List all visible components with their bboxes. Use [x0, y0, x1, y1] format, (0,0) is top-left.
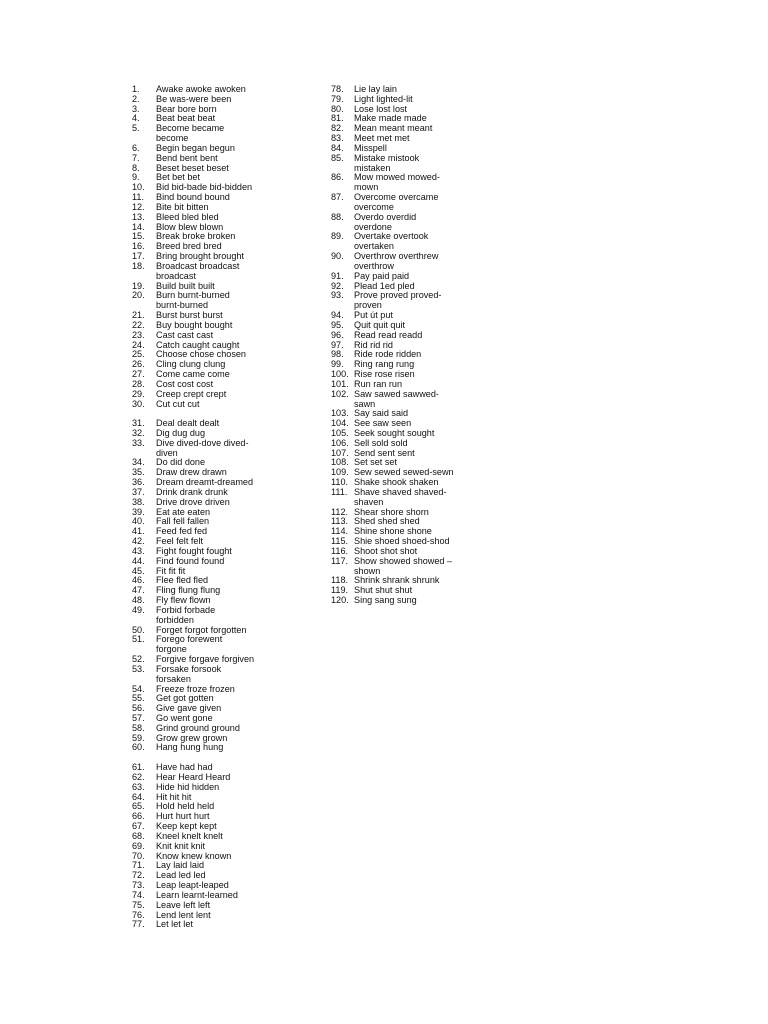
- verb-forms: Feel felt felt: [156, 536, 204, 547]
- item-number: 118.: [331, 575, 349, 586]
- verb-forms: Keep kept kept: [156, 821, 217, 832]
- item-number: 102.: [331, 388, 349, 399]
- verb-forms: Buy bought bought: [156, 319, 233, 330]
- item-number: 49.: [132, 604, 145, 615]
- item-number: 93.: [331, 290, 344, 301]
- verb-forms: Learn learnt-learned: [156, 889, 238, 900]
- item-number: 6.: [132, 142, 140, 153]
- item-number: 47.: [132, 585, 145, 596]
- verb-forms: Breed bred bred: [156, 241, 222, 252]
- item-number: 57.: [132, 713, 145, 723]
- item-number: 7.: [132, 152, 140, 163]
- verb-forms: Bid bid-bade bid-bidden: [156, 182, 253, 193]
- item-number: 79.: [331, 93, 344, 104]
- verb-forms: Hide hid hidden: [156, 781, 220, 792]
- verb-forms: Have had had: [156, 762, 213, 773]
- item-number: 51.: [132, 634, 145, 645]
- verb-forms: Bite bit bitten: [156, 201, 209, 212]
- item-number: 87.: [331, 192, 344, 203]
- item-number: 120.: [331, 595, 349, 606]
- verb-forms: Shave shaved shaved- shaven: [354, 486, 447, 507]
- item-number: 100.: [331, 369, 349, 380]
- verb-forms: Lay laid laid: [156, 860, 205, 871]
- item-number: 116.: [331, 545, 349, 556]
- list-item: [331, 232, 491, 252]
- item-number: 64.: [132, 791, 145, 802]
- list-item: [132, 400, 322, 410]
- verb-forms: Be was-were been: [156, 93, 232, 104]
- verb-forms: Meet met met: [354, 133, 410, 144]
- verb-forms: Put út put: [354, 310, 393, 321]
- verb-forms: Make made made: [354, 113, 427, 124]
- item-number: 55.: [132, 693, 145, 704]
- verb-forms: Saw sawed sawwed- sawn: [354, 388, 439, 409]
- verb-forms: Show showed showed – shown: [354, 555, 453, 576]
- list-item: [331, 557, 491, 577]
- verb-forms: Cast cast cast: [156, 329, 214, 340]
- item-number: 109.: [331, 467, 349, 478]
- verb-forms: Cut cut cut: [156, 398, 200, 409]
- item-number: 71.: [132, 860, 145, 871]
- item-number: 32.: [132, 427, 145, 438]
- list-item: [331, 173, 491, 193]
- verb-forms: Hit hit hit: [156, 791, 192, 802]
- item-number: 29.: [132, 388, 145, 399]
- verb-forms: Dream dreamt-dreamed: [156, 477, 254, 488]
- verb-forms: Shut shut shut: [354, 585, 413, 596]
- item-number: 25.: [132, 349, 145, 360]
- verb-forms: Read read readd: [354, 329, 423, 340]
- verb-forms: Sing sang sung: [354, 595, 417, 606]
- list-item: [132, 665, 322, 685]
- verb-forms: Plead 1ed pled: [354, 280, 415, 291]
- item-number: 2.: [132, 93, 140, 104]
- item-number: 110.: [331, 477, 349, 488]
- item-number: 119.: [331, 585, 349, 596]
- verb-forms: Quit quit quit: [354, 319, 406, 330]
- verb-forms: Choose chose chosen: [156, 349, 246, 360]
- verb-forms: Forbid forbade forbidden: [156, 604, 216, 625]
- verb-forms: Lose lost lost: [354, 103, 408, 114]
- list-item: [331, 154, 491, 174]
- item-number: 26.: [132, 359, 145, 370]
- item-number: 5.: [132, 123, 140, 134]
- verb-forms: Give gave given: [156, 703, 222, 714]
- item-number: 52.: [132, 654, 145, 665]
- verb-forms: Kneel knelt knelt: [156, 830, 223, 841]
- item-number: 112.: [331, 506, 349, 517]
- item-number: 10.: [132, 182, 145, 193]
- item-number: 104.: [331, 418, 349, 429]
- verb-forms: Shrink shrank shrunk: [354, 575, 440, 586]
- item-number: 44.: [132, 555, 145, 566]
- item-number: 74.: [132, 889, 145, 900]
- verb-forms: Prove proved proved- proven: [354, 290, 442, 311]
- list-item: [132, 920, 322, 930]
- item-number: 37.: [132, 486, 145, 497]
- item-number: 108.: [331, 457, 349, 468]
- item-number: 36.: [132, 477, 145, 488]
- verb-forms: Know knew known: [156, 850, 232, 861]
- item-number: 96.: [331, 329, 344, 340]
- verb-forms: Grind ground ground: [156, 722, 240, 733]
- item-number: 84.: [331, 142, 344, 153]
- item-number: 80.: [331, 103, 344, 114]
- item-number: 95.: [331, 319, 344, 330]
- item-number: 4.: [132, 113, 140, 124]
- item-number: 82.: [331, 123, 344, 134]
- item-number: 117.: [331, 555, 349, 566]
- verb-forms: Forego forewent forgone: [156, 634, 223, 655]
- verb-forms: Shear shore shorn: [354, 506, 429, 517]
- item-number: 86.: [331, 172, 344, 183]
- verb-forms: Beat beat beat: [156, 113, 216, 124]
- item-number: 92.: [331, 280, 344, 291]
- item-number: 35.: [132, 467, 145, 478]
- item-number: 27.: [132, 369, 145, 380]
- list-item: [331, 390, 491, 410]
- verb-forms: Fling flung flung: [156, 585, 221, 596]
- item-number: 39.: [132, 506, 145, 517]
- verb-forms: Leap leapt-leaped: [156, 880, 229, 891]
- item-number: 94.: [331, 310, 344, 321]
- item-number: 48.: [132, 595, 145, 606]
- item-number: 45.: [132, 565, 145, 576]
- verb-forms: Ring rang rung: [354, 359, 415, 370]
- item-number: 60.: [132, 742, 145, 753]
- item-number: 41.: [132, 526, 145, 537]
- item-number: 20.: [132, 290, 145, 301]
- verb-forms: Hang hung hung: [156, 742, 224, 753]
- item-number: 23.: [132, 329, 145, 340]
- item-number: 99.: [331, 359, 344, 370]
- verb-forms: Sew sewed sewed-sewn: [354, 467, 454, 478]
- verb-forms: Do did done: [156, 457, 206, 468]
- verb-forms: Build built built: [156, 280, 215, 291]
- verb-forms: Shoot shot shot: [354, 545, 418, 556]
- item-number: 63.: [132, 781, 145, 792]
- item-number: 107.: [331, 447, 349, 458]
- item-number: 34.: [132, 457, 145, 468]
- verb-forms: Misspell: [354, 142, 387, 153]
- verb-forms: Forget forgot forgotten: [156, 624, 247, 635]
- verb-forms: Bring brought brought: [156, 251, 244, 262]
- item-number: 68.: [132, 830, 145, 841]
- verb-forms: Lend lent lent: [156, 909, 211, 920]
- verb-forms: Go went gone: [156, 713, 213, 723]
- item-number: 103.: [331, 408, 349, 419]
- list-item: [331, 596, 491, 606]
- verb-forms: Shake shook shaken: [354, 477, 439, 488]
- verb-forms: Mean meant meant: [354, 123, 433, 134]
- verb-forms: Bet bet bet: [156, 172, 200, 183]
- verb-forms: Cling clung clung: [156, 359, 226, 370]
- item-number: 33.: [132, 437, 145, 448]
- item-number: 43.: [132, 545, 145, 556]
- item-number: 42.: [132, 536, 145, 547]
- item-number: 12.: [132, 201, 145, 212]
- verb-forms: Ride rode ridden: [354, 349, 422, 360]
- verb-forms: Rid rid rid: [354, 339, 393, 350]
- verb-forms: Overtake overtook overtaken: [354, 231, 429, 252]
- verb-forms: Overcome overcame overcome: [354, 192, 439, 212]
- item-number: 67.: [132, 821, 145, 832]
- list-item: [331, 291, 491, 311]
- verb-forms: Sell sold sold: [354, 437, 408, 448]
- verb-forms: Dig dug dug: [156, 427, 206, 438]
- verb-forms: Drive drove driven: [156, 496, 230, 507]
- item-number: 114.: [331, 526, 349, 537]
- verb-forms: Fit fit fit: [156, 565, 186, 576]
- verb-forms: Pay paid paid: [354, 270, 410, 281]
- item-number: 28.: [132, 378, 145, 389]
- list-item: [331, 193, 491, 213]
- verb-forms: Flee fled fled: [156, 575, 209, 586]
- verb-forms: Begin began begun: [156, 142, 235, 153]
- verb-forms: Knit knit knit: [156, 840, 206, 851]
- verb-forms: Deal dealt dealt: [156, 418, 220, 429]
- verb-forms: Mistake mistook mistaken: [354, 152, 420, 173]
- item-number: 65.: [132, 801, 145, 812]
- verb-forms: Lie lay lain: [354, 84, 397, 94]
- list-item: [331, 213, 491, 233]
- item-number: 15.: [132, 231, 145, 242]
- item-number: 69.: [132, 840, 145, 851]
- item-number: 70.: [132, 850, 145, 861]
- list-item: [132, 743, 322, 753]
- item-number: 83.: [331, 133, 344, 144]
- list-item: [132, 439, 322, 459]
- verb-forms: Leave left left: [156, 899, 211, 910]
- verb-forms: Blow blew blown: [156, 221, 224, 232]
- verb-forms: Grow grew grown: [156, 732, 228, 743]
- verb-forms: Catch caught caught: [156, 339, 240, 350]
- item-number: 61.: [132, 762, 145, 773]
- verb-forms: Set set set: [354, 457, 397, 468]
- verb-forms: Become became become: [156, 123, 225, 144]
- item-number: 11.: [132, 192, 144, 203]
- item-number: 81.: [331, 113, 344, 124]
- verb-forms: Beset beset beset: [156, 162, 229, 173]
- verb-forms: Overdo overdid overdone: [354, 211, 417, 232]
- verb-forms: Bleed bled bled: [156, 211, 219, 222]
- verb-forms: Feed fed fed: [156, 526, 208, 537]
- item-number: 1.: [132, 84, 140, 94]
- item-number: 77.: [132, 919, 145, 930]
- item-number: 8.: [132, 162, 140, 173]
- item-number: 90.: [331, 251, 344, 262]
- list-item: [331, 252, 491, 272]
- verb-forms: Hear Heard Heard: [156, 771, 231, 782]
- item-number: 18.: [132, 260, 145, 271]
- item-number: 24.: [132, 339, 145, 350]
- verb-list-left-column: [132, 85, 322, 930]
- item-number: 58.: [132, 722, 145, 733]
- verb-forms: Run ran run: [354, 378, 403, 389]
- item-number: 38.: [132, 496, 145, 507]
- item-number: 89.: [331, 231, 344, 242]
- verb-forms: Drink drank drunk: [156, 486, 228, 497]
- verb-forms: Seek sought sought: [354, 427, 435, 438]
- item-number: 56.: [132, 703, 145, 714]
- verb-forms: Mow mowed mowed- mown: [354, 172, 440, 193]
- verb-forms: Hold held held: [156, 801, 215, 812]
- list-item: [132, 606, 322, 626]
- list-item: [132, 291, 322, 311]
- item-number: 75.: [132, 899, 145, 910]
- verb-forms: Awake awoke awoken: [156, 84, 246, 94]
- item-number: 19.: [132, 280, 145, 291]
- item-number: 105.: [331, 427, 349, 438]
- verb-forms: Broadcast broadcast broadcast: [156, 260, 240, 281]
- item-number: 40.: [132, 516, 145, 527]
- verb-forms: Bear bore born: [156, 103, 217, 114]
- verb-forms: Bind bound bound: [156, 192, 230, 203]
- verb-forms: Get got gotten: [156, 693, 214, 704]
- list-item: [331, 488, 491, 508]
- list-item: [132, 262, 322, 282]
- verb-forms: Light lighted-lit: [354, 93, 413, 104]
- verb-forms: Fly flew flown: [156, 595, 211, 606]
- verb-forms: Shie shoed shoed-shod: [354, 536, 450, 547]
- verb-forms: Hurt hurt hurt: [156, 811, 210, 822]
- verb-forms: Rise rose risen: [354, 369, 415, 380]
- item-number: 62.: [132, 771, 145, 782]
- item-number: 53.: [132, 663, 145, 674]
- item-number: 85.: [331, 152, 344, 163]
- item-number: 101.: [331, 378, 349, 389]
- item-number: 98.: [331, 349, 344, 360]
- item-number: 16.: [132, 241, 145, 252]
- item-number: 106.: [331, 437, 349, 448]
- item-number: 76.: [132, 909, 145, 920]
- item-number: 3.: [132, 103, 140, 114]
- item-number: 50.: [132, 624, 145, 635]
- verb-forms: Forgive forgave forgiven: [156, 654, 255, 665]
- item-number: 17.: [132, 251, 145, 262]
- verb-forms: Bend bent bent: [156, 152, 218, 163]
- verb-forms: Shine shone shone: [354, 526, 432, 537]
- verb-forms: Fight fought fought: [156, 545, 232, 556]
- item-number: 78.: [331, 84, 344, 94]
- verb-forms: Cost cost cost: [156, 378, 214, 389]
- item-number: 31.: [132, 418, 145, 429]
- item-number: 73.: [132, 880, 145, 891]
- verb-forms: Lead led led: [156, 870, 206, 881]
- item-number: 91.: [331, 270, 344, 281]
- verb-forms: Break broke broken: [156, 231, 236, 242]
- verb-forms: See saw seen: [354, 418, 412, 429]
- verb-forms: Find found found: [156, 555, 225, 566]
- item-number: 14.: [132, 221, 145, 232]
- verb-forms: Send sent sent: [354, 447, 415, 458]
- verb-list-right-column: [331, 85, 491, 606]
- list-item: [132, 124, 322, 144]
- verb-forms: Forsake forsook forsaken: [156, 663, 222, 684]
- item-number: 111.: [331, 486, 348, 497]
- verb-forms: Say said said: [354, 408, 409, 419]
- verb-forms: Creep crept crept: [156, 388, 227, 399]
- verb-forms: Draw drew drawn: [156, 467, 227, 478]
- item-number: 97.: [331, 339, 344, 350]
- item-number: 9.: [132, 172, 140, 183]
- item-number: 13.: [132, 211, 145, 222]
- item-number: 46.: [132, 575, 145, 586]
- item-number: 72.: [132, 870, 145, 881]
- verb-forms: Burst burst burst: [156, 310, 223, 321]
- list-item: [132, 635, 322, 655]
- verb-forms: Overthrow overthrew overthrow: [354, 251, 439, 271]
- verb-forms: Freeze froze frozen: [156, 683, 235, 694]
- item-number: 22.: [132, 319, 145, 330]
- verb-forms: Eat ate eaten: [156, 506, 211, 517]
- verb-forms: Let let let: [156, 919, 193, 930]
- item-number: 59.: [132, 732, 145, 743]
- item-number: 66.: [132, 811, 145, 822]
- item-number: 21.: [132, 310, 145, 321]
- item-number: 113.: [331, 516, 349, 527]
- verb-forms: Burn burnt-burned burnt-burned: [156, 290, 230, 311]
- verb-forms: Shed shed shed: [354, 516, 420, 527]
- verb-forms: Dive dived-dove dived- diven: [156, 437, 249, 458]
- verb-forms: Fall fell fallen: [156, 516, 210, 527]
- item-number: 115.: [331, 536, 349, 547]
- verb-forms: Come came come: [156, 369, 230, 380]
- item-number: 30.: [132, 398, 145, 409]
- item-number: 88.: [331, 211, 344, 222]
- item-number: 54.: [132, 683, 145, 694]
